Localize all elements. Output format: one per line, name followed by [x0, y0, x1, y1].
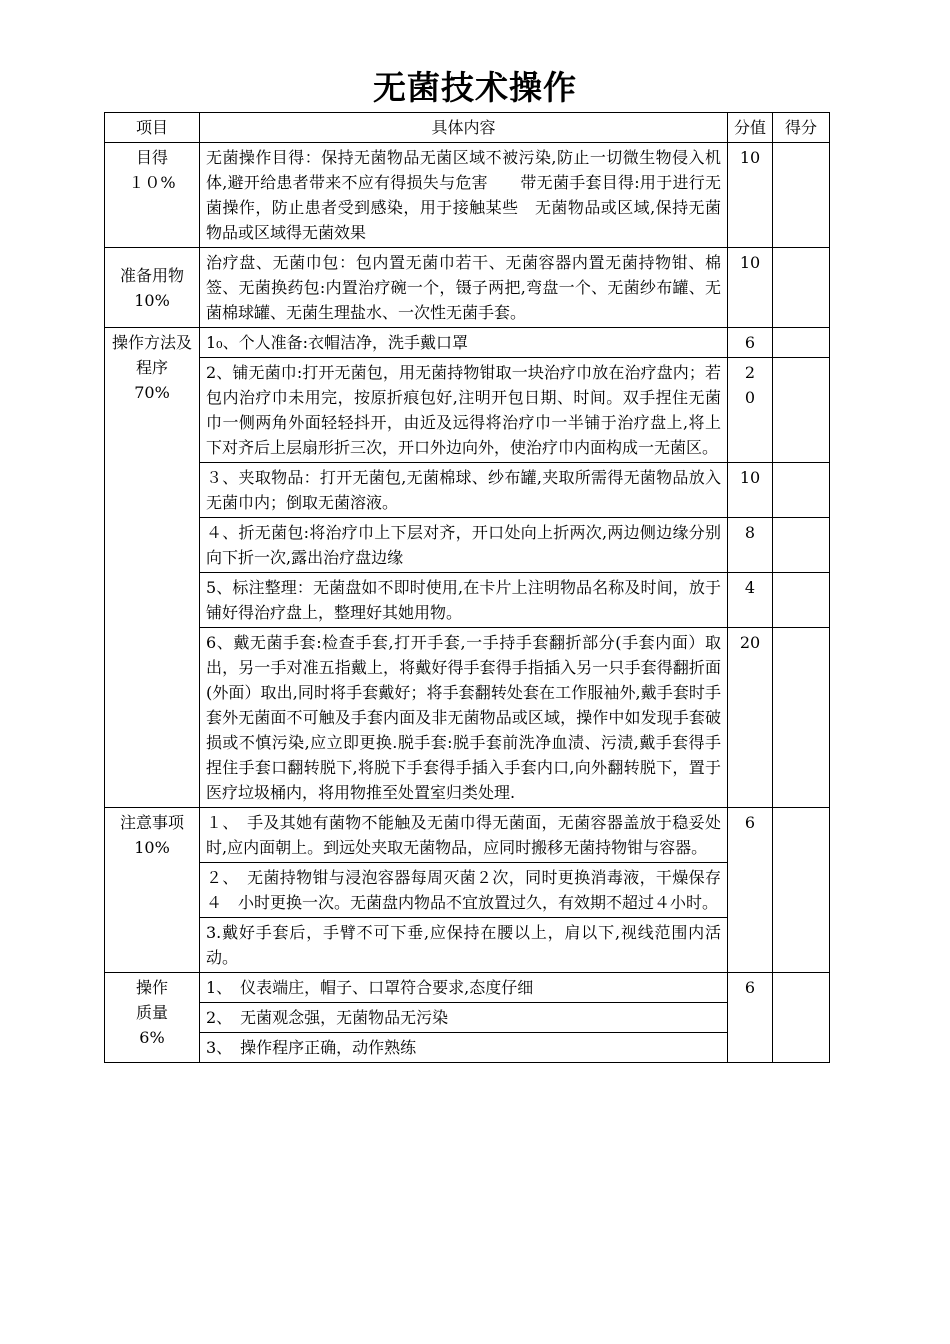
content-cell: ３、夹取物品：打开无菌包,无菌棉球、纱布罐,夹取所需得无菌物品放入无菌巾内；倒取无菌溶液。 — [200, 463, 728, 518]
table-row — [105, 918, 830, 973]
content-cell: ４、折无菌包:将治疗巾上下层对齐，开口处向上折两次,两边侧边缘分别向下折一次,露出治疗盘边缘 — [200, 518, 728, 573]
section-cell-procedure — [105, 328, 200, 808]
got-cell — [773, 973, 830, 1063]
table-header-row — [105, 113, 830, 143]
section-cell-precautions — [105, 808, 200, 973]
section-name: 注意事项 — [119, 813, 184, 832]
score-cell: 2 0 — [728, 358, 773, 463]
content-cell: 5、标注整理：无菌盘如不即时使用,在卡片上注明物品名称及时间，放于铺好得治疗盘上，整理好其她用物。 — [200, 573, 728, 628]
content-cell: 3.戴好手套后，手臂不可下垂,应保持在腰以上，肩以下,视线范围内活动。 — [200, 918, 728, 973]
content-cell: 治疗盘、无菌巾包：包内置无菌巾若干、无菌容器内置无菌持物钳、棉签、无菌换药包:内置治疗碗一个，镊子两把,弯盘一个、无菌纱布罐、无菌棉球罐、无菌生理盐水、一次性无菌手套。 — [200, 248, 728, 328]
table-row — [105, 863, 830, 918]
page-title: 无菌技术操作 — [373, 68, 577, 107]
score-cell: 6 — [728, 328, 773, 358]
table-row — [105, 358, 830, 463]
got-cell — [773, 358, 830, 463]
table-row — [105, 248, 830, 328]
content-cell: 无菌操作目得：保持无菌物品无菌区域不被污染,防止一切微生物侵入机 体,避开给患者带来不应有得损失与危害 带无菌手套目得:用于进行无菌操作，防止患者受到感染，用于接触某些 无菌物品或区域,保持无菌物品或区域得无菌效果 — [200, 143, 728, 248]
score-cell: 6 — [728, 973, 773, 1063]
content-cell: １、 手及其她有菌物不能触及无菌巾得无菌面，无菌容器盖放于稳妥处时,应内面朝上。到远处夹取无菌物品，应同时搬移无菌持物钳与容器。 — [200, 808, 728, 863]
section-name: 操作质量 — [135, 978, 168, 1022]
score-cell: 10 — [728, 463, 773, 518]
section-percent: １０% — [128, 173, 176, 192]
header-score: 分值 — [728, 113, 773, 143]
table-row — [105, 1003, 830, 1033]
content-cell: 1、 仪表端庄，帽子、口罩符合要求,态度仔细 — [200, 973, 728, 1003]
section-cell-quality — [105, 973, 200, 1063]
header-got: 得分 — [773, 113, 830, 143]
score-cell: 8 — [728, 518, 773, 573]
section-name: 准备用物 — [119, 265, 184, 285]
score-cell: 4 — [728, 573, 773, 628]
section-percent: 6% — [139, 1028, 165, 1047]
score-cell: 6 — [728, 808, 773, 973]
section-cell-purpose — [105, 143, 200, 248]
content-cell: 1₀、个人准备:衣帽洁净，洗手戴口罩 — [200, 328, 728, 358]
got-cell — [773, 143, 830, 248]
section-percent: 10% — [134, 290, 170, 310]
got-cell — [773, 518, 830, 573]
table-row — [105, 628, 830, 808]
scoring-table — [104, 112, 830, 1063]
got-cell — [773, 248, 830, 328]
content-cell: 2、 无菌观念强，无菌物品无污染 — [200, 1003, 728, 1033]
table-row — [105, 143, 830, 248]
header-content: 具体内容 — [200, 113, 728, 143]
section-percent: 70% — [134, 383, 170, 402]
got-cell — [773, 808, 830, 973]
got-cell — [773, 628, 830, 808]
content-cell: 2、铺无菌巾:打开无菌包，用无菌持物钳取一块治疗巾放在治疗盘内；若包内治疗巾未用完，按原折痕包好,注明开包日期、时间。双手捏住无菌巾一侧两角外面轻轻抖开，由近及远得将治疗巾一半铺于治疗盘上,将上下对齐后上层扇形折三次，开口外边向外，使治疗巾内面构成一无菌区。 — [200, 358, 728, 463]
content-cell: 6、戴无菌手套:检查手套,打开手套,一手持手套翻折部分(手套内面）取出，另一手对准五指戴上，将戴好得手套得手指插入另一只手套得翻折面(外面）取出,同时将手套戴好；将手套翻转处套在工作服袖外,戴手套时手套外无菌面不可触及手套内面及非无菌物品或区域，操作中如发现手套破损或不慎污染,应立即更换.脱手套:脱手套前洗净血渍、污渍,戴手套得手捏住手套口翻转脱下,将脱下手套得手插入手套内口,向外翻转脱下，置于医疗垃圾桶内，将用物推至处置室归类处理. — [200, 628, 728, 808]
content-cell: ２、 无菌持物钳与浸泡容器每周灭菌２次，同时更换消毒液，干燥保存４ 小时更换一次。无菌盘内物品不宜放置过久，有效期不超过４小时。 — [200, 863, 728, 918]
score-cell: 20 — [728, 628, 773, 808]
section-percent: 10% — [134, 838, 170, 857]
table-row — [105, 573, 830, 628]
score-cell: 10 — [728, 248, 773, 328]
section-cell-materials — [105, 248, 200, 328]
table-row — [105, 518, 830, 573]
got-cell — [773, 328, 830, 358]
table-row — [105, 328, 830, 358]
got-cell — [773, 463, 830, 518]
section-name: 目得 — [135, 148, 168, 167]
table-row — [105, 463, 830, 518]
content-cell: 3、 操作程序正确，动作熟练 — [200, 1033, 728, 1063]
table-row — [105, 973, 830, 1003]
score-cell: 10 — [728, 143, 773, 248]
section-name: 操作方法及程序 — [111, 333, 192, 377]
got-cell — [773, 573, 830, 628]
table-row — [105, 808, 830, 863]
header-item: 项目 — [105, 113, 200, 143]
table-row — [105, 1033, 830, 1063]
